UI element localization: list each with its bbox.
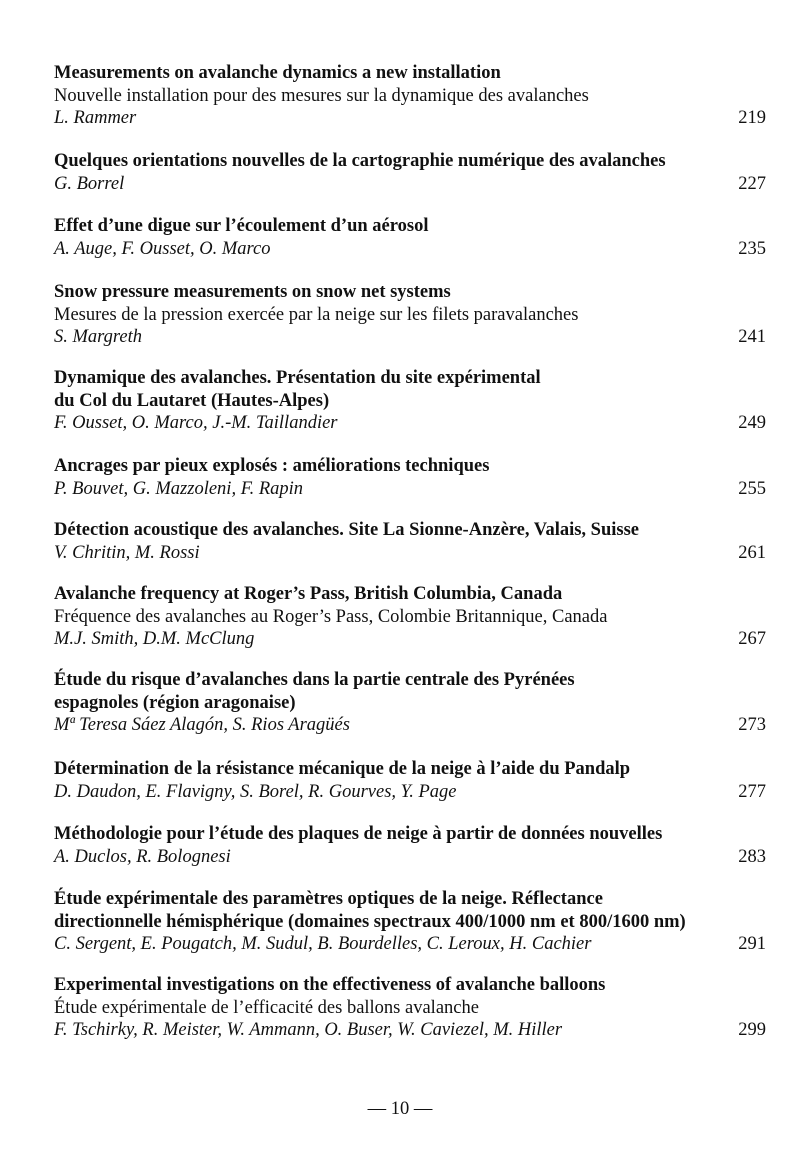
entry-authors: P. Bouvet, G. Mazzoleni, F. Rapin [54, 478, 304, 499]
entry-authors-row [54, 1019, 766, 1042]
entry-title: directionnelle hémisphérique (domaines spectraux 400/1000 nm et 800/1600 nm) [54, 911, 686, 932]
entry-title: Measurements on avalanche dynamics a new installation [54, 63, 501, 83]
toc-entry [54, 888, 766, 956]
entry-authors-row [54, 173, 766, 196]
entry-authors-row [54, 846, 766, 869]
entry-authors: L. Rammer [54, 108, 137, 128]
entry-subtitle: Fréquence des avalanches au Roger’s Pass, Colombie Britannique, Canada [54, 606, 608, 627]
toc-entry [54, 583, 766, 651]
entry-page-number: 241 [738, 327, 766, 347]
entry-authors: M.J. Smith, D.M. McClung [54, 629, 255, 649]
entry-title: Étude du risque d’avalanches dans la partie centrale des Pyrénées [54, 670, 575, 690]
entry-authors: F. Ousset, O. Marco, J.-M. Taillandier [54, 413, 338, 433]
entry-authors-row [54, 781, 766, 804]
entry-page-number: 283 [738, 846, 766, 867]
entry-authors: D. Daudon, E. Flavigny, S. Borel, R. Gourves, Y. Page [54, 781, 457, 802]
toc-entry [54, 669, 766, 737]
entry-authors-row [54, 412, 766, 435]
toc-entry [54, 974, 766, 1042]
entry-title: Experimental investigations on the effectiveness of avalanche balloons [54, 975, 606, 995]
entry-page-number: 273 [738, 715, 766, 735]
entry-authors: F. Tschirky, R. Meister, W. Ammann, O. Buser, W. Caviezel, M. Hiller [54, 1020, 563, 1040]
entry-page-number: 249 [738, 413, 766, 433]
entry-title: Détection acoustique des avalanches. Site La Sionne-Anzère, Valais, Suisse [54, 520, 640, 540]
entry-page-number: 267 [738, 629, 766, 649]
entry-authors: V. Chritin, M. Rossi [54, 542, 200, 563]
entry-subtitle: Étude expérimentale de l’efficacité des ballons avalanche [54, 997, 479, 1018]
entry-page-number: 261 [738, 542, 766, 563]
toc-entry [54, 823, 766, 868]
entry-page-number: 219 [738, 108, 766, 128]
entry-authors-row [54, 628, 766, 651]
entry-title: Ancrages par pieux explosés : améliorations techniques [54, 456, 490, 476]
toc-entry [54, 150, 766, 195]
entry-authors: A. Duclos, R. Bolognesi [54, 846, 231, 867]
entry-subtitle: Mesures de la pression exercée par la neige sur les filets paravalanches [54, 304, 579, 325]
entry-authors: S. Margreth [54, 327, 143, 347]
entry-page-number: 255 [738, 478, 766, 499]
entry-page-number: 235 [738, 238, 766, 259]
entry-authors-row [54, 107, 766, 130]
entry-title: Étude expérimentale des paramètres optiques de la neige. Réflectance [54, 889, 603, 909]
entry-authors: G. Borrel [54, 173, 125, 194]
entry-page-number: 299 [738, 1020, 766, 1040]
entry-authors-row [54, 478, 766, 501]
entry-title: espagnoles (région aragonaise) [54, 692, 296, 713]
entry-authors-row [54, 326, 766, 349]
entry-page-number: 227 [738, 173, 766, 194]
entry-authors-row [54, 542, 766, 565]
entry-title: Avalanche frequency at Roger’s Pass, British Columbia, Canada [54, 584, 563, 604]
entry-authors: C. Sergent, E. Pougatch, M. Sudul, B. Bourdelles, C. Leroux, H. Cachier [54, 934, 592, 954]
entry-authors-row [54, 714, 766, 737]
entry-title: Détermination de la résistance mécanique de la neige à l’aide du Pandalp [54, 759, 631, 779]
entry-authors: Mª Teresa Sáez Alagón, S. Rios Aragüés [54, 715, 350, 735]
entry-title: Quelques orientations nouvelles de la cartographie numérique des avalanches [54, 151, 666, 171]
entry-title: Méthodologie pour l’étude des plaques de neige à partir de données nouvelles [54, 824, 663, 844]
entry-page-number: 277 [738, 781, 766, 802]
entry-title: Snow pressure measurements on snow net systems [54, 282, 451, 302]
entry-title: Dynamique des avalanches. Présentation du site expérimental [54, 368, 541, 388]
entry-title: du Col du Lautaret (Hautes-Alpes) [54, 390, 330, 411]
entry-authors-row [54, 933, 766, 956]
toc-entry [54, 758, 766, 803]
toc-entry [54, 519, 766, 564]
toc-entry [54, 215, 766, 260]
toc-entry [54, 281, 766, 349]
entry-subtitle: Nouvelle installation pour des mesures sur la dynamique des avalanches [54, 85, 589, 106]
entry-page-number: 291 [738, 934, 766, 954]
entry-title: Effet d’une digue sur l’écoulement d’un aérosol [54, 216, 429, 236]
entry-authors: A. Auge, F. Ousset, O. Marco [54, 238, 271, 259]
toc-entry [54, 62, 766, 130]
entry-authors-row [54, 238, 766, 261]
page-number-footer: — 10 — [367, 1099, 433, 1119]
toc-entry [54, 455, 766, 500]
toc-entry [54, 367, 766, 435]
